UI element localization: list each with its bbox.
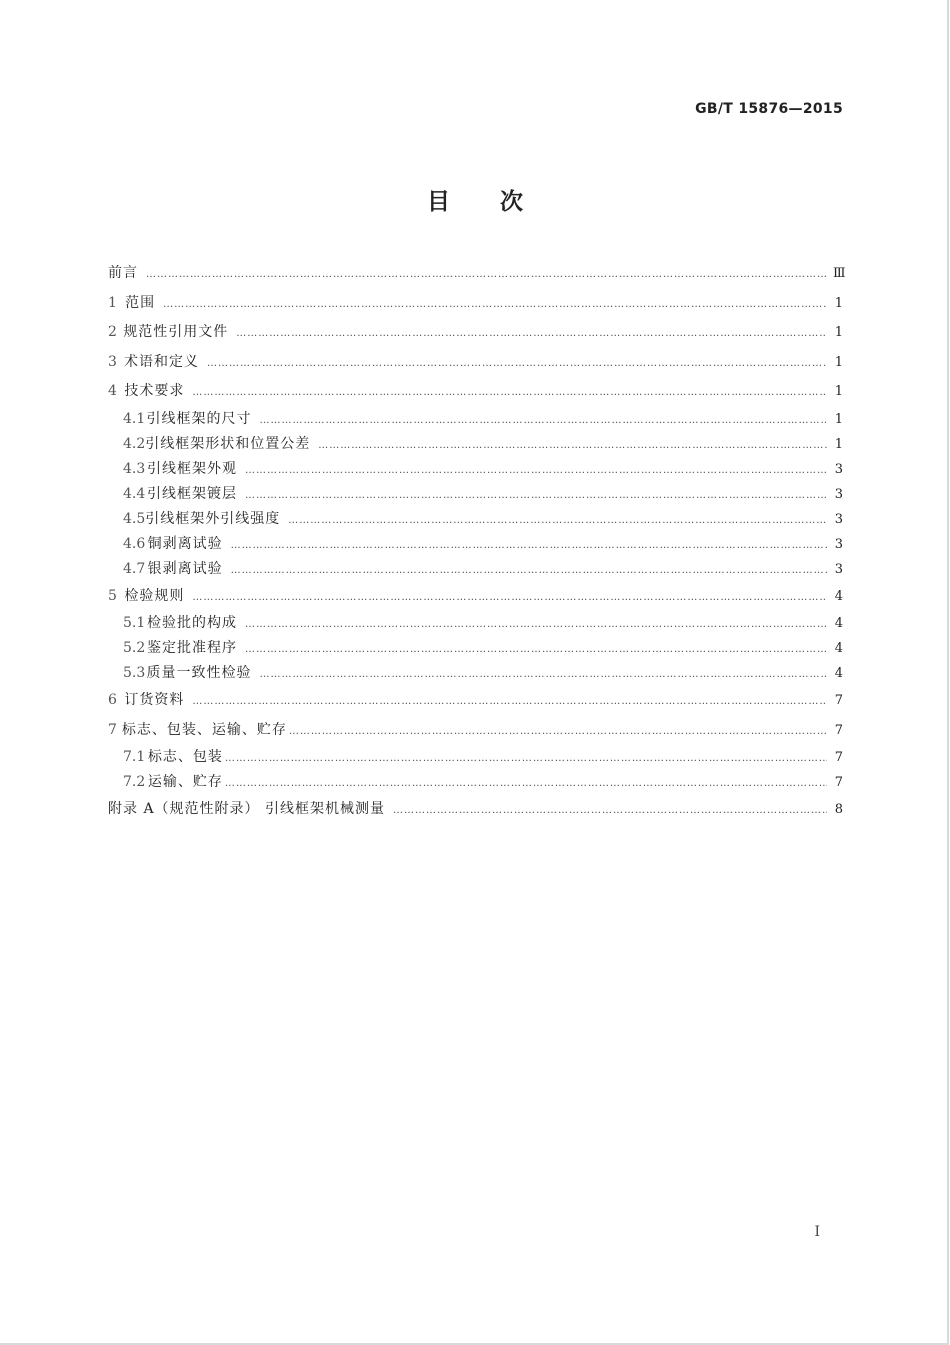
- toc-entry-4-6[interactable]: [108, 532, 843, 557]
- toc-label: 引线框架外引线强度: [145, 510, 281, 527]
- toc-number: 6: [108, 692, 117, 708]
- toc-leader: [245, 458, 827, 483]
- toc-leader: [231, 558, 827, 583]
- page-title: 目次: [427, 189, 573, 215]
- toc-page: 1: [834, 354, 843, 370]
- toc-label: 引线框架外观: [147, 460, 238, 477]
- toc-entry-1[interactable]: [108, 289, 843, 319]
- toc-number: 7.1: [123, 749, 146, 765]
- toc-label: 订货资料: [124, 692, 185, 708]
- toc-page: 7: [834, 693, 843, 708]
- toc-leader: [192, 378, 827, 408]
- standard-code: GB/T 15876—2015: [695, 101, 843, 117]
- toc-number: 2: [108, 324, 117, 340]
- toc-leader: [245, 483, 827, 508]
- toc-number: 5.1: [123, 615, 146, 631]
- toc-page: 3: [834, 536, 843, 552]
- toc-page: 3: [834, 561, 843, 577]
- toc-label: 标志、包装、运输、贮存: [121, 721, 287, 738]
- toc-label: 前言: [108, 265, 138, 281]
- toc-entry-5-3[interactable]: [108, 661, 843, 686]
- toc-leader: [318, 433, 827, 458]
- toc-number: 7: [108, 721, 117, 738]
- toc-leader: [207, 349, 827, 379]
- toc-page: 4: [834, 588, 843, 604]
- toc-entry-4-5[interactable]: [108, 507, 843, 532]
- toc-number: 4.1: [123, 410, 146, 427]
- toc-entry-4[interactable]: [108, 377, 843, 407]
- toc-number: 4.7: [123, 560, 146, 577]
- toc-entry-4-3[interactable]: [108, 457, 843, 482]
- toc-number: 3: [108, 353, 117, 370]
- toc-label: 附录 A（规范性附录） 引线框架机械测量: [108, 801, 386, 817]
- toc-page: 4: [834, 616, 843, 631]
- toc-page: 3: [834, 461, 843, 477]
- toc-entry-7-2[interactable]: [108, 770, 843, 795]
- toc-entry-7-1[interactable]: [108, 745, 843, 770]
- toc-leader: [259, 662, 827, 687]
- toc-entry-5-1[interactable]: [108, 611, 843, 636]
- toc-page: 3: [834, 486, 843, 502]
- toc-leader: [245, 612, 827, 637]
- toc-page: 7: [834, 750, 843, 765]
- toc-label: 运输、贮存: [147, 774, 223, 790]
- toc-label: 规范性引用文件: [123, 324, 229, 340]
- toc-page: 1: [834, 325, 843, 340]
- toc-label: 鉴定批准程序: [147, 640, 238, 656]
- toc-entry-annex-a[interactable]: [108, 795, 843, 825]
- toc-number: 5: [108, 587, 117, 604]
- toc-entry-4-2[interactable]: [108, 432, 843, 457]
- toc-leader: [289, 717, 827, 747]
- toc-leader: [231, 533, 827, 558]
- toc-number: 1: [108, 294, 117, 311]
- toc-number: 4.3: [123, 460, 146, 477]
- toc-leader: [225, 746, 827, 771]
- toc-leader: [245, 637, 827, 662]
- toc-leader: [192, 583, 827, 613]
- table-of-contents: [108, 259, 846, 825]
- toc-entry-7[interactable]: [108, 716, 843, 746]
- toc-page: 1: [834, 411, 843, 427]
- toc-page: Ⅲ: [833, 266, 846, 281]
- toc-label: 铜剥离试验: [147, 535, 223, 552]
- toc-entry-5-2[interactable]: [108, 636, 843, 661]
- toc-leader: [192, 687, 827, 717]
- toc-entry-3[interactable]: [108, 348, 843, 378]
- toc-label: 质量一致性检验: [146, 665, 252, 681]
- toc-entry-4-4[interactable]: [108, 482, 843, 507]
- toc-page: 4: [834, 641, 843, 656]
- toc-number: 4.6: [123, 535, 146, 552]
- toc-leader: [288, 508, 827, 533]
- toc-entry-4-7[interactable]: [108, 557, 843, 582]
- toc-entry-foreword[interactable]: [108, 259, 846, 289]
- toc-leader: [146, 260, 827, 290]
- toc-leader: [163, 290, 827, 320]
- toc-number: 5.3: [123, 665, 146, 681]
- toc-number: 7.2: [123, 774, 146, 790]
- toc-label: 术语和定义: [124, 353, 200, 370]
- toc-label: 检验批的构成: [147, 615, 238, 631]
- toc-leader: [393, 796, 827, 826]
- toc-leader: [236, 319, 827, 349]
- toc-number: 5.2: [123, 640, 146, 656]
- toc-page: 1: [834, 436, 843, 452]
- toc-label: 标志、包装: [147, 749, 223, 765]
- toc-page: 1: [834, 384, 843, 399]
- toc-entry-4-1[interactable]: [108, 407, 843, 432]
- toc-page: 7: [834, 775, 843, 790]
- toc-entry-6[interactable]: [108, 686, 843, 716]
- toc-number: 4.2: [123, 435, 146, 452]
- toc-label: 技术要求: [124, 383, 185, 399]
- toc-number: 4.4: [123, 485, 146, 502]
- toc-leader: [225, 771, 827, 796]
- toc-label: 检验规则: [124, 587, 185, 604]
- toc-label: 引线框架形状和位置公差: [145, 435, 311, 452]
- page-number: Ⅰ: [814, 1224, 820, 1240]
- toc-page: 4: [834, 666, 843, 681]
- toc-number: 4.5: [123, 510, 146, 527]
- toc-label: 引线框架镀层: [147, 485, 238, 502]
- toc-label: 银剥离试验: [147, 560, 223, 577]
- toc-page: 8: [834, 802, 843, 817]
- toc-page: 3: [834, 511, 843, 527]
- toc-number: 4: [108, 383, 117, 399]
- toc-entry-2[interactable]: [108, 318, 843, 348]
- toc-label: 范围: [125, 294, 156, 311]
- toc-page: 1: [834, 295, 843, 311]
- toc-leader: [259, 408, 827, 433]
- toc-page: 7: [834, 722, 843, 738]
- toc-label: 引线框架的尺寸: [146, 410, 252, 427]
- toc-entry-5[interactable]: [108, 582, 843, 612]
